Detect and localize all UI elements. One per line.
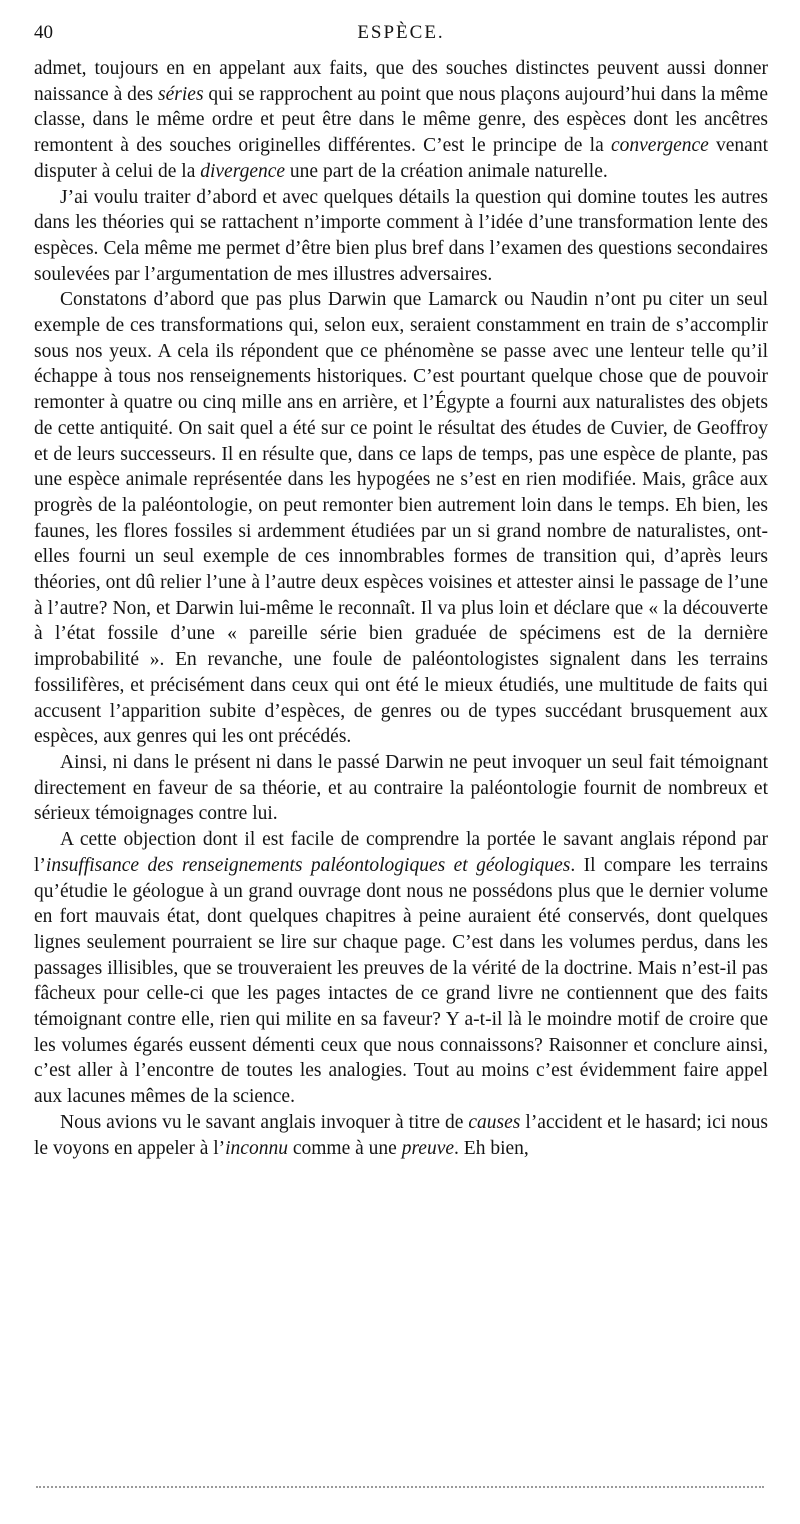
book-page xyxy=(34,22,768,1161)
body-text xyxy=(34,56,768,1161)
italic-term: causes xyxy=(468,1111,521,1133)
running-head xyxy=(34,22,768,56)
italic-term: insuffisance des renseignements paléontologiques et géologiques xyxy=(45,854,571,876)
paragraph: J’ai voulu traiter d’abord et avec quelques détails la question qui domine toutes les autres dans les théories qui se rattachent n’importe comment à l’idée d’une transformation lente des espèces. Cela même me permet d’être bien plus bref dans l’examen des questions secondaires soulevées par l’argumentation de mes illustres adversaires. xyxy=(34,186,768,285)
italic-term: preuve xyxy=(401,1137,455,1159)
running-title: ESPÈCE. xyxy=(357,22,445,43)
paragraph: Constatons d’abord que pas plus Darwin que Lamarck ou Naudin n’ont pu citer un seul exemple de ces transformations qui, selon eux, seraient constamment en train de s’accomplir sous nos yeux. A cela ils répondent que ce phénomène se passe avec une lenteur telle qu’il échappe à tous nos renseignements historiques. C’est pourtant quelque chose que de pouvoir remonter à quatre ou cinq mille ans en arrière, et l’Égypte a fourni aux naturalistes des objets de cette antiquité. On sait quel a été sur ce point le résultat des études de Cuvier, de Geoffroy et de leurs successeurs. Il en résulte que, dans ce laps de temps, pas une espèce de plante, pas une espèce animale représentée dans les hypogées ne s’est en rien modifiée. Mais, grâce aux progrès de la paléontologie, on peut remonter bien autrement loin dans le temps. Eh bien, les faunes, les flores fossiles si ardemment étudiées par un si grand nombre de naturalistes, ont-elles fourni un seul exemple de ces innombrables formes de transition qui, d’après leurs théories, ont dû relier l’une à l’autre deux espèces voisines et attester ainsi le passage de l’une à l’autre? Non, et Darwin lui-même le reconnaît. Il va plus loin et déclare que « la découverte à l’état fossile d’une « pareille série bien graduée de spécimens est de la dernière improbabilité ». En revanche, une foule de paléontologistes signalent dans les terrains fossilifères, et précisément dans ceux qui ont été le mieux étudiés, une multitude de faits qui accusent l’apparition subite d’espèces, de genres ou de types succédant brusquement aux espèces, aux genres qui les ont précédés. xyxy=(34,289,768,748)
italic-term: inconnu xyxy=(225,1137,288,1159)
paragraph: Ainsi, ni dans le présent ni dans le passé Darwin ne peut invoquer un seul fait témoignant directement en faveur de sa théorie, et au contraire la paléontologie fournit de nombreux et sérieux témoignages contre lui. xyxy=(34,751,768,825)
footer-rule xyxy=(36,1486,764,1488)
paragraph: A cette objection dont il est facile de comprendre la portée le savant anglais répond par l’insuffisance des renseignements paléontologiques et géologiques. Il compare les terrains qu’étudie le géologue à un grand ouvrage dont nous ne possédons plus que le dernier volume en fort mauvais état, dont quelques chapitres à peine auraient été conservés, dont quelques lignes seulement pourraient se lire sur chaque page. C’est dans les volumes perdus, dans les passages illisibles, que se trouveraient les preuves de la vérité de la doctrine. Mais n’est-il pas fâcheux pour celle-ci que les pages intactes de ce grand livre ne contiennent que des faits témoignant contre elle, rien qui milite en sa faveur? Y a-t-il là le moindre motif de croire que les volumes égarés eussent démenti ceux que nous connaissons? Raisonner et conclure ainsi, c’est aller à l’encontre de toutes les analogies. Tout au moins c’est évidemment faire appel aux lacunes mêmes de la science. xyxy=(34,829,769,1108)
italic-term: séries xyxy=(158,83,204,105)
page-number: 40 xyxy=(34,22,53,43)
paragraph: admet, toujours en en appelant aux faits, que des souches distinctes peuvent aussi donner naissance à des séries qui se rapprochent au point que nous plaçons aujourd’hui dans la même classe, dans le même ordre et peut être dans le même genre, des espèces dont les ancêtres remontent à des souches originelles différentes. C’est le principe de la convergence venant disputer à celui de la divergence une part de la création animale naturelle. xyxy=(34,58,769,182)
italic-term: convergence xyxy=(610,135,709,157)
paragraph: Nous avions vu le savant anglais invoquer à titre de causes l’accident et le hasard; ici nous le voyons en appeler à l’inconnu comme à une preuve. Eh bien, xyxy=(34,1111,769,1159)
italic-term: divergence xyxy=(200,160,286,182)
